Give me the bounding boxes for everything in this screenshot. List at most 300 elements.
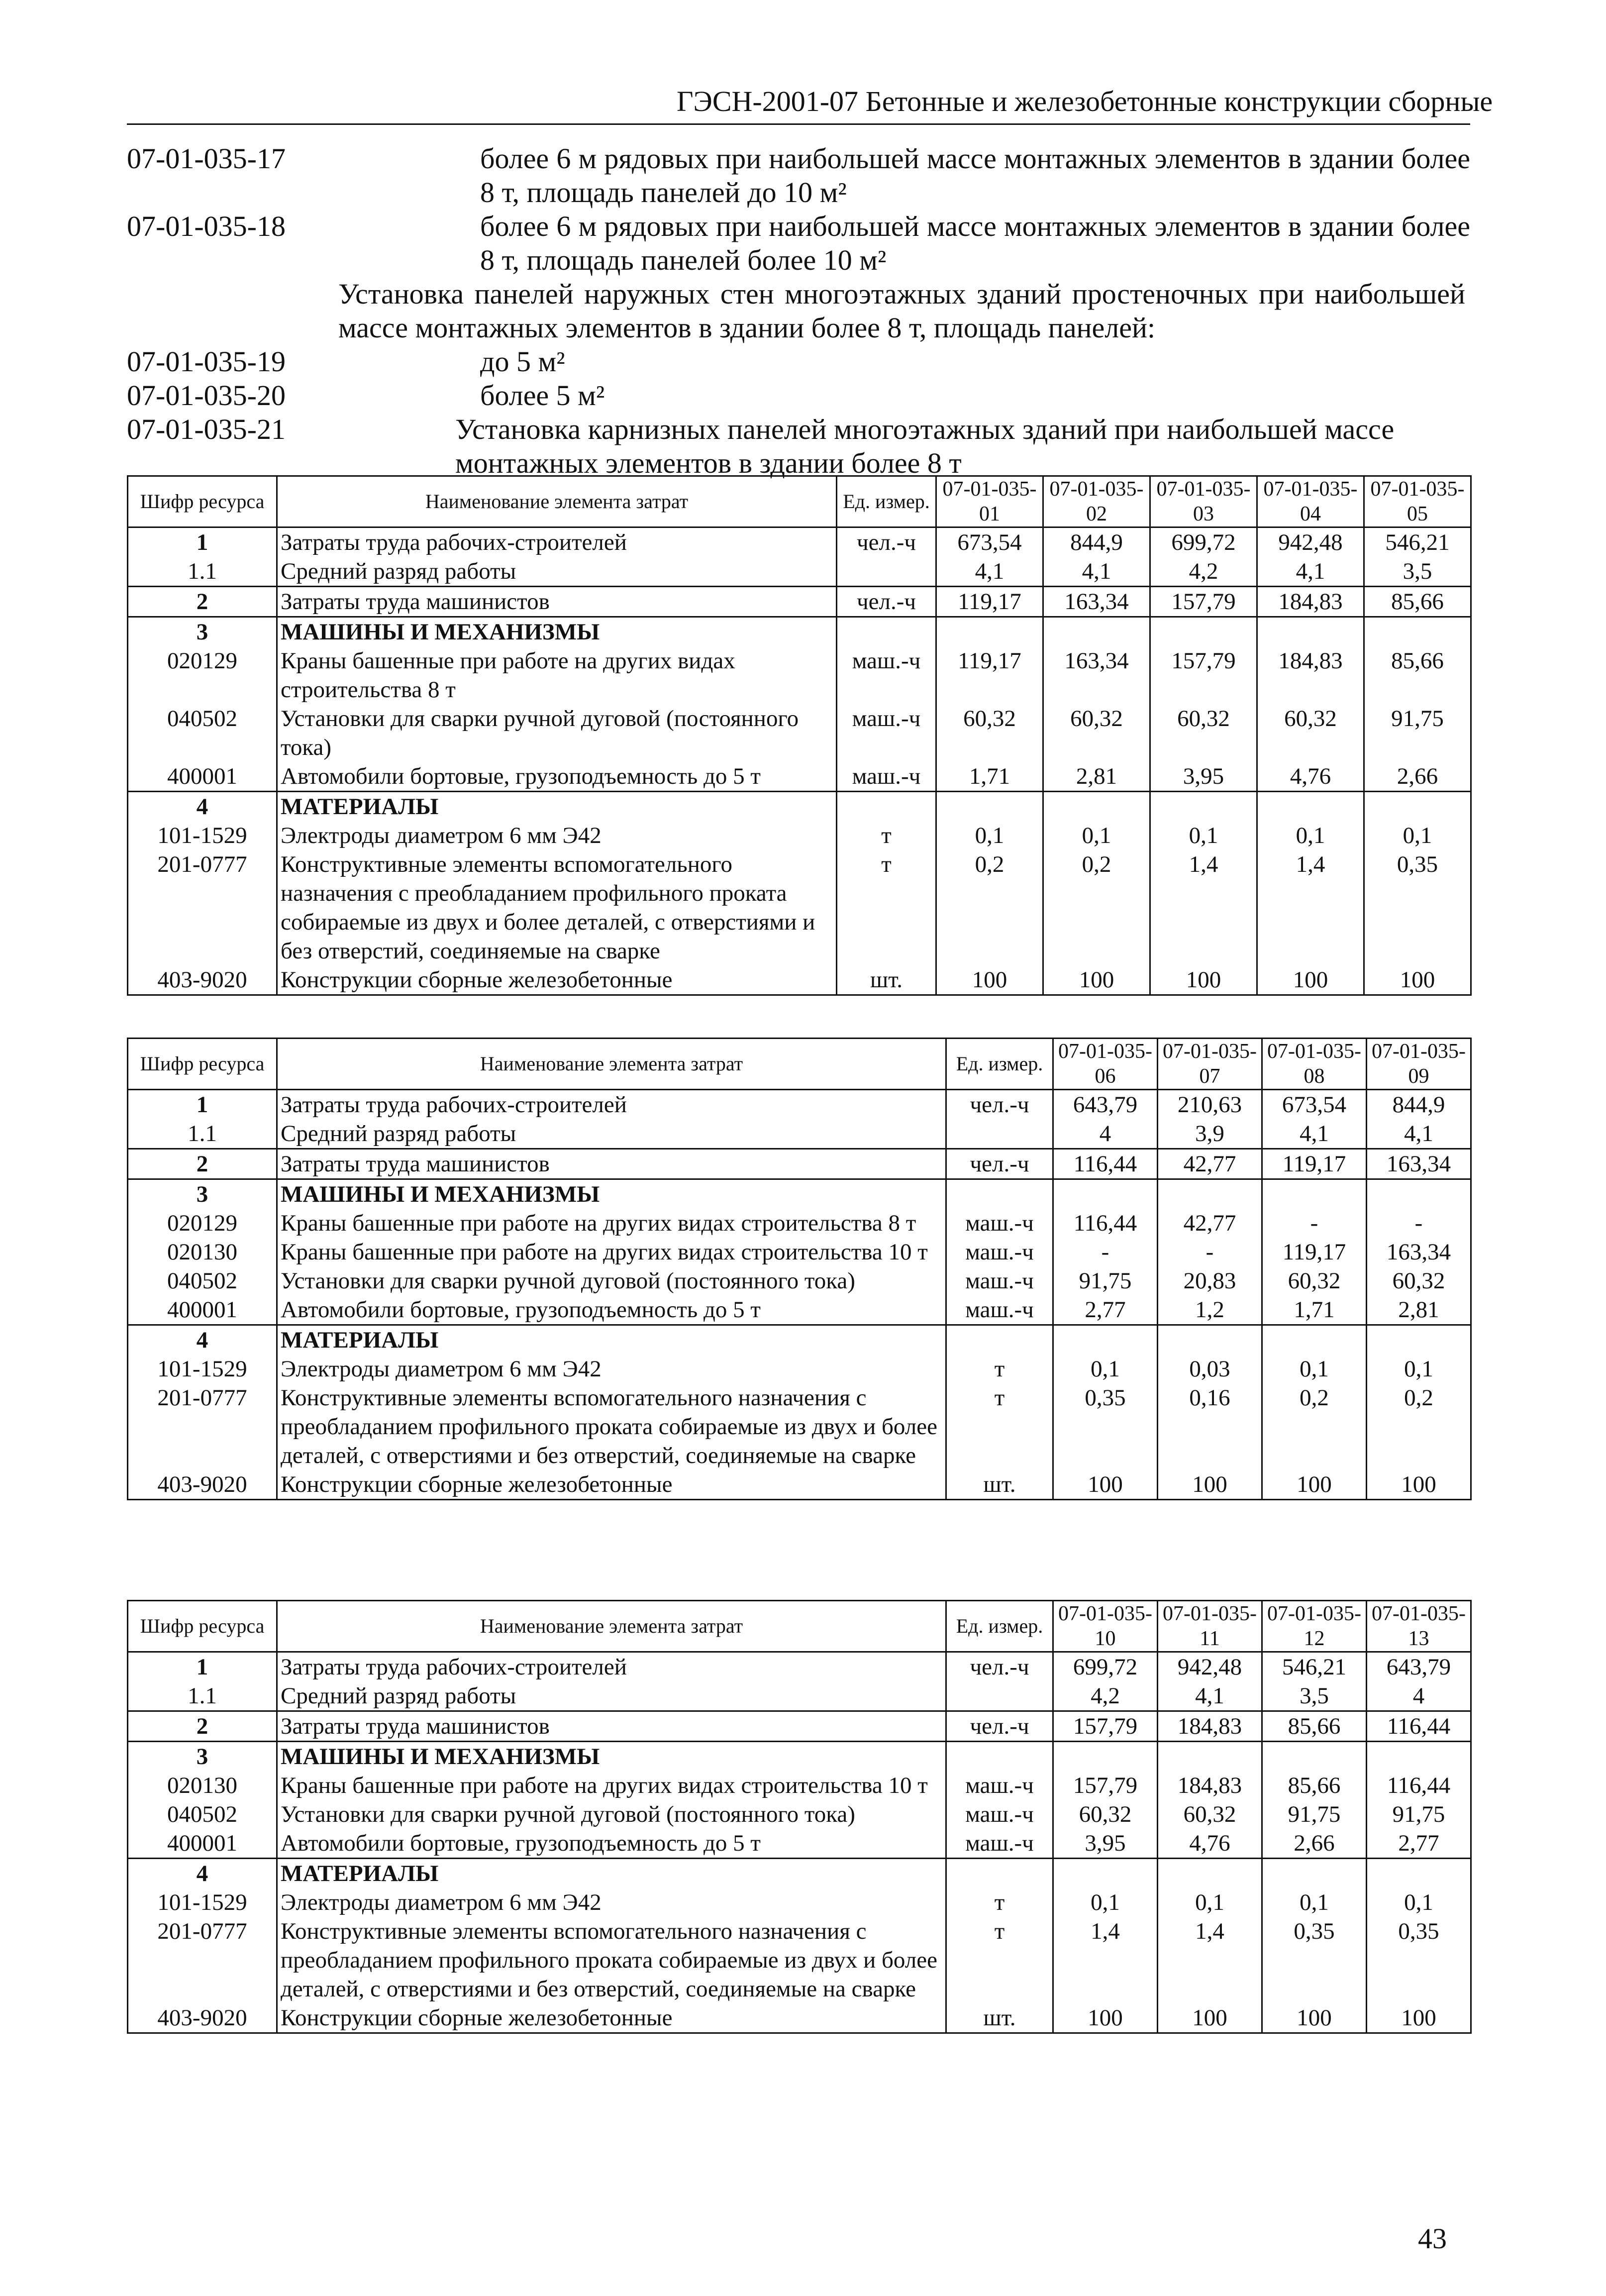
resource-name: Автомобили бортовые, грузоподъемность до 5 т	[277, 1829, 946, 1859]
resource-code: 400001	[128, 762, 277, 792]
norm-value: 184,83	[1257, 587, 1364, 617]
norm-value	[1262, 1179, 1367, 1209]
resource-name: Средний разряд работы	[277, 1681, 946, 1711]
table-row	[128, 1295, 1471, 1325]
resource-name: Затраты труда машинистов	[277, 1711, 946, 1742]
resource-code: 2	[128, 1711, 277, 1742]
norm-value: 119,17	[1262, 1149, 1367, 1179]
resource-name: Средний разряд работы	[277, 557, 837, 587]
header-code: Шифр ресурса	[128, 1601, 277, 1652]
norm-value: 3,95	[1053, 1829, 1158, 1859]
table-row	[128, 527, 1471, 557]
resource-code: 020129	[128, 1209, 277, 1238]
resource-code: 040502	[128, 1266, 277, 1295]
intro-item	[127, 345, 1470, 379]
norm-value: 0,35	[1364, 850, 1471, 965]
table-row	[128, 704, 1471, 762]
table-row	[128, 821, 1471, 850]
resource-code: 1.1	[128, 1681, 277, 1711]
resource-code: 101-1529	[128, 1355, 277, 1383]
resource-unit	[946, 1681, 1053, 1711]
resource-unit: маш.-ч	[946, 1800, 1053, 1829]
norm-value: 20,83	[1158, 1266, 1262, 1295]
intro-item	[127, 413, 1470, 480]
norm-value	[1367, 1325, 1471, 1355]
norm-value: 119,17	[936, 646, 1043, 704]
norm-value: 100	[1043, 965, 1150, 995]
table-row	[128, 646, 1471, 704]
intro-code: 07-01-035-19	[127, 345, 286, 378]
intro-item	[127, 379, 1470, 413]
header-name: Наименование элемента затрат	[277, 476, 837, 527]
table-row	[128, 1859, 1471, 1888]
resource-name: Электроды диаметром 6 мм Э42	[277, 1355, 946, 1383]
resource-name: МАТЕРИАЛЫ	[277, 1325, 946, 1355]
table-row	[128, 1209, 1471, 1238]
resource-unit: чел.-ч	[946, 1149, 1053, 1179]
resource-code: 400001	[128, 1295, 277, 1325]
norm-value: 157,79	[1150, 587, 1257, 617]
norm-value: 844,9	[1367, 1090, 1471, 1120]
resource-unit: маш.-ч	[837, 646, 936, 704]
norm-value: 163,34	[1043, 587, 1150, 617]
norm-value: 0,35	[1262, 1917, 1367, 2003]
norm-value: 4,76	[1158, 1829, 1262, 1859]
norm-value: 3,9	[1158, 1119, 1262, 1149]
resource-code: 1.1	[128, 557, 277, 587]
intro-item	[127, 142, 1470, 209]
norm-value: 0,03	[1158, 1355, 1262, 1383]
norm-value	[1367, 1179, 1471, 1209]
resource-code: 403-9020	[128, 2003, 277, 2033]
norm-value: 210,63	[1158, 1090, 1262, 1120]
resource-name: Краны башенные при работе на других видах строительства 10 т	[277, 1771, 946, 1800]
norm-value: 3,5	[1364, 557, 1471, 587]
norm-value: 942,48	[1257, 527, 1364, 557]
norm-value: 163,34	[1043, 646, 1150, 704]
header-name: Наименование элемента затрат	[277, 1601, 946, 1652]
norm-value: 4	[1367, 1681, 1471, 1711]
page-number: 43	[1418, 2222, 1447, 2255]
norm-value: 1,2	[1158, 1295, 1262, 1325]
norm-value: -	[1262, 1209, 1367, 1238]
resource-unit	[837, 792, 936, 822]
norm-value: 100	[1150, 965, 1257, 995]
resource-code: 1.1	[128, 1119, 277, 1149]
resource-unit: чел.-ч	[837, 587, 936, 617]
table-row	[128, 1470, 1471, 1500]
resource-name: МАШИНЫ И МЕХАНИЗМЫ	[277, 617, 837, 647]
header-norm-code: 07-01-035-11	[1158, 1601, 1262, 1652]
resource-unit	[946, 1859, 1053, 1888]
resource-unit: т	[946, 1383, 1053, 1470]
resource-unit: маш.-ч	[946, 1238, 1053, 1266]
resource-name: Установки для сварки ручной дуговой (постоянного тока)	[277, 1800, 946, 1829]
resource-name: Затраты труда рабочих-строителей	[277, 1090, 946, 1120]
norm-value: 0,16	[1158, 1383, 1262, 1470]
resource-name: Установки для сварки ручной дуговой (постоянного тока)	[277, 1266, 946, 1295]
norm-value: 546,21	[1262, 1652, 1367, 1682]
resource-code: 4	[128, 1325, 277, 1355]
resource-name: Конструктивные элементы вспомогательного назначения с преобладанием профильного проката собираемые из двух и более деталей, с отверстиями и без отверстий, соединяемые на сварке	[277, 1383, 946, 1470]
intro-text: Установка карнизных панелей многоэтажных зданий при наибольшей массе монтажных элементов в здании более 8 т	[455, 413, 1395, 479]
table-row	[128, 1652, 1471, 1682]
resource-name: Электроды диаметром 6 мм Э42	[277, 1888, 946, 1917]
resource-code: 101-1529	[128, 1888, 277, 1917]
resource-unit	[946, 1742, 1053, 1772]
resource-unit: т	[837, 821, 936, 850]
norm-value: 60,32	[1262, 1266, 1367, 1295]
header-norm-code: 07-01-035-09	[1367, 1039, 1471, 1090]
norm-value: 60,32	[1158, 1800, 1262, 1829]
resource-name: МАТЕРИАЛЫ	[277, 1859, 946, 1888]
resource-name: МАТЕРИАЛЫ	[277, 792, 837, 822]
header-unit: Ед. измер.	[946, 1601, 1053, 1652]
norm-value: 643,79	[1053, 1090, 1158, 1120]
resource-code: 1	[128, 1652, 277, 1682]
table-row	[128, 1266, 1471, 1295]
norm-table-3	[127, 1600, 1472, 2034]
norm-value: 546,21	[1364, 527, 1471, 557]
norm-value: 2,66	[1262, 1829, 1367, 1859]
table-row	[128, 762, 1471, 792]
resource-name: Краны башенные при работе на других видах строительства 10 т	[277, 1238, 946, 1266]
table-row	[128, 1149, 1471, 1179]
table-row	[128, 1742, 1471, 1772]
resource-name: Автомобили бортовые, грузоподъемность до 5 т	[277, 1295, 946, 1325]
norm-value: 699,72	[1150, 527, 1257, 557]
norm-value: 184,83	[1158, 1771, 1262, 1800]
norm-value	[1150, 792, 1257, 822]
resource-unit: маш.-ч	[837, 704, 936, 762]
resource-code: 2	[128, 1149, 277, 1179]
resource-unit: шт.	[837, 965, 936, 995]
norm-value: 0,1	[1364, 821, 1471, 850]
table-row	[128, 1771, 1471, 1800]
norm-value: 0,1	[1053, 1355, 1158, 1383]
norm-value: 4,1	[1043, 557, 1150, 587]
norm-value: 100	[1158, 1470, 1262, 1500]
norm-value: 85,66	[1262, 1771, 1367, 1800]
resource-name: Затраты труда рабочих-строителей	[277, 527, 837, 557]
resource-name: Краны башенные при работе на других видах строительства 8 т	[277, 1209, 946, 1238]
norm-value	[1158, 1742, 1262, 1772]
header-norm-code: 07-01-035-06	[1053, 1039, 1158, 1090]
norm-value: 100	[1158, 2003, 1262, 2033]
table-row	[128, 1888, 1471, 1917]
norm-value: 119,17	[936, 587, 1043, 617]
header-norm-code: 07-01-035-10	[1053, 1601, 1158, 1652]
resource-unit	[837, 557, 936, 587]
norm-value: 0,35	[1053, 1383, 1158, 1470]
norm-value: 673,54	[1262, 1090, 1367, 1120]
intro-text: более 6 м рядовых при наибольшей массе монтажных элементов в здании более 8 т, площадь панелей более 10 м²	[480, 210, 1470, 276]
intro-code: 07-01-035-17	[127, 142, 286, 175]
resource-code: 1	[128, 1090, 277, 1120]
norm-value: 163,34	[1367, 1149, 1471, 1179]
table-row	[128, 1090, 1471, 1120]
resource-code: 400001	[128, 1829, 277, 1859]
resource-code: 201-0777	[128, 1917, 277, 2003]
resource-name: Автомобили бортовые, грузоподъемность до 5 т	[277, 762, 837, 792]
resource-name: Затраты труда машинистов	[277, 1149, 946, 1179]
norm-value: 4,1	[936, 557, 1043, 587]
norm-value	[1364, 792, 1471, 822]
resource-code: 040502	[128, 704, 277, 762]
norm-value: 699,72	[1053, 1652, 1158, 1682]
norm-value	[1043, 617, 1150, 647]
resource-unit: маш.-ч	[946, 1771, 1053, 1800]
resource-code: 3	[128, 1742, 277, 1772]
header-norm-code: 07-01-035-13	[1367, 1601, 1471, 1652]
resource-name: Конструктивные элементы вспомогательного назначения с преобладанием профильного проката собираемые из двух и более деталей, с отверстиями и без отверстий, соединяемые на сварке	[277, 1917, 946, 2003]
resource-unit: т	[946, 1355, 1053, 1383]
norm-value: 157,79	[1053, 1771, 1158, 1800]
norm-value	[1367, 1742, 1471, 1772]
resource-name: Краны башенные при работе на других видах строительства 8 т	[277, 646, 837, 704]
norm-value: 844,9	[1043, 527, 1150, 557]
norm-value: 163,34	[1367, 1238, 1471, 1266]
norm-value: 0,1	[1257, 821, 1364, 850]
header-norm-code: 07-01-035-05	[1364, 476, 1471, 527]
header-norm-code: 07-01-035-04	[1257, 476, 1364, 527]
norm-value: 0,2	[1043, 850, 1150, 965]
norm-value: 0,1	[1043, 821, 1150, 850]
norm-value	[1053, 1179, 1158, 1209]
norm-value	[1262, 1859, 1367, 1888]
resource-unit	[946, 1179, 1053, 1209]
norm-value: 4,1	[1158, 1681, 1262, 1711]
resource-name: Конструктивные элементы вспомогательного назначения с преобладанием профильного проката собираемые из двух и более деталей, с отверстиями и без отверстий, соединяемые на сварке	[277, 850, 837, 965]
norm-value: 1,71	[936, 762, 1043, 792]
norm-value: 0,1	[936, 821, 1043, 850]
norm-value: 4	[1053, 1119, 1158, 1149]
resource-code: 4	[128, 792, 277, 822]
resource-unit: чел.-ч	[946, 1652, 1053, 1682]
resource-unit: т	[946, 1917, 1053, 2003]
norm-value: 100	[1262, 1470, 1367, 1500]
norm-value: 4,1	[1257, 557, 1364, 587]
table-row	[128, 2003, 1471, 2033]
norm-value: 184,83	[1158, 1711, 1262, 1742]
norm-value: -	[1367, 1209, 1471, 1238]
resource-unit: шт.	[946, 2003, 1053, 2033]
norm-value: 4,1	[1367, 1119, 1471, 1149]
norm-value: -	[1158, 1238, 1262, 1266]
norm-value: 60,32	[936, 704, 1043, 762]
norm-value: 0,1	[1150, 821, 1257, 850]
norm-value: 100	[1364, 965, 1471, 995]
header-rule	[127, 123, 1470, 125]
norm-value	[1053, 1325, 1158, 1355]
norm-value: 85,66	[1262, 1711, 1367, 1742]
norm-value: 100	[936, 965, 1043, 995]
resource-code: 1	[128, 527, 277, 557]
norm-value: 2,66	[1364, 762, 1471, 792]
intro-code: 07-01-035-21	[127, 413, 286, 445]
norm-value: 184,83	[1257, 646, 1364, 704]
resource-unit: маш.-ч	[946, 1829, 1053, 1859]
table-row	[128, 965, 1471, 995]
norm-value: 643,79	[1367, 1652, 1471, 1682]
norm-value: 2,77	[1053, 1295, 1158, 1325]
norm-value: 85,66	[1364, 587, 1471, 617]
table-row	[128, 557, 1471, 587]
table-row	[128, 1800, 1471, 1829]
norm-value: 85,66	[1364, 646, 1471, 704]
norm-value: 116,44	[1053, 1209, 1158, 1238]
norm-value	[1053, 1859, 1158, 1888]
norm-value: 100	[1262, 2003, 1367, 2033]
norm-value: 942,48	[1158, 1652, 1262, 1682]
resource-name: Затраты труда машинистов	[277, 587, 837, 617]
resource-code: 201-0777	[128, 1383, 277, 1470]
intro-list	[127, 142, 1470, 480]
norm-value: 60,32	[1043, 704, 1150, 762]
norm-value: 91,75	[1262, 1800, 1367, 1829]
norm-value	[936, 792, 1043, 822]
resource-code: 4	[128, 1859, 277, 1888]
resource-code: 020129	[128, 646, 277, 704]
norm-value: 3,95	[1150, 762, 1257, 792]
resource-unit: чел.-ч	[946, 1711, 1053, 1742]
table-row	[128, 792, 1471, 822]
resource-name: Установки для сварки ручной дуговой (постоянного тока)	[277, 704, 837, 762]
norm-value: 0,2	[1262, 1383, 1367, 1470]
norm-value: 157,79	[1150, 646, 1257, 704]
resource-code: 3	[128, 617, 277, 647]
table-row	[128, 1179, 1471, 1209]
intro-text: более 6 м рядовых при наибольшей массе монтажных элементов в здании более 8 т, площадь панелей до 10 м²	[480, 142, 1470, 209]
norm-value: -	[1053, 1238, 1158, 1266]
resource-unit: чел.-ч	[837, 527, 936, 557]
norm-value: 91,75	[1367, 1800, 1471, 1829]
norm-value: 116,44	[1367, 1711, 1471, 1742]
resource-name: Конструкции сборные железобетонные	[277, 965, 837, 995]
norm-value: 1,4	[1158, 1917, 1262, 2003]
norm-value: 2,77	[1367, 1829, 1471, 1859]
intro-code: 07-01-035-20	[127, 379, 286, 412]
norm-value: 42,77	[1158, 1209, 1262, 1238]
norm-value: 116,44	[1367, 1771, 1471, 1800]
resource-unit: маш.-ч	[946, 1295, 1053, 1325]
resource-code: 201-0777	[128, 850, 277, 965]
table-row	[128, 1355, 1471, 1383]
resource-unit	[837, 617, 936, 647]
resource-unit: маш.-ч	[946, 1266, 1053, 1295]
resource-name: МАШИНЫ И МЕХАНИЗМЫ	[277, 1742, 946, 1772]
norm-value: 0,1	[1053, 1888, 1158, 1917]
table-row	[128, 1119, 1471, 1149]
resource-unit: т	[837, 850, 936, 965]
table-row	[128, 1325, 1471, 1355]
norm-value: 673,54	[936, 527, 1043, 557]
norm-value	[936, 617, 1043, 647]
norm-value: 157,79	[1053, 1711, 1158, 1742]
table-row	[128, 1238, 1471, 1266]
resource-name: Электроды диаметром 6 мм Э42	[277, 821, 837, 850]
resource-code: 403-9020	[128, 1470, 277, 1500]
norm-value	[1158, 1325, 1262, 1355]
norm-value: 4,76	[1257, 762, 1364, 792]
norm-value: 4,2	[1150, 557, 1257, 587]
norm-value: 100	[1053, 2003, 1158, 2033]
intro-item	[127, 209, 1470, 277]
table-row	[128, 1681, 1471, 1711]
norm-value: 116,44	[1053, 1149, 1158, 1179]
table-row	[128, 587, 1471, 617]
norm-value: 100	[1257, 965, 1364, 995]
intro-code: 07-01-035-18	[127, 210, 286, 242]
norm-value: 0,1	[1367, 1888, 1471, 1917]
norm-value	[1158, 1859, 1262, 1888]
norm-value	[1262, 1742, 1367, 1772]
table-row	[128, 1829, 1471, 1859]
resource-code: 020130	[128, 1771, 277, 1800]
table-row	[128, 1917, 1471, 2003]
intro-group-text: Установка панелей наружных стен многоэтажных зданий простеночных при наибольшей массе монтажных элементов в здании более 8 т, площадь панелей:	[338, 278, 1465, 344]
header-norm-code: 07-01-035-02	[1043, 476, 1150, 527]
norm-value: 1,4	[1257, 850, 1364, 965]
norm-value: 42,77	[1158, 1149, 1262, 1179]
resource-code: 040502	[128, 1800, 277, 1829]
resource-name: МАШИНЫ И МЕХАНИЗМЫ	[277, 1179, 946, 1209]
header-name: Наименование элемента затрат	[277, 1039, 946, 1090]
norm-value: 0,1	[1367, 1355, 1471, 1383]
norm-value: 1,4	[1053, 1917, 1158, 2003]
header-unit: Ед. измер.	[837, 476, 936, 527]
norm-value	[1364, 617, 1471, 647]
resource-unit	[946, 1325, 1053, 1355]
norm-value: 0,2	[1367, 1383, 1471, 1470]
table-row	[128, 1711, 1471, 1742]
resource-code: 3	[128, 1179, 277, 1209]
norm-value: 3,5	[1262, 1681, 1367, 1711]
header-norm-code: 07-01-035-12	[1262, 1601, 1367, 1652]
table-row	[128, 850, 1471, 965]
header-unit: Ед. измер.	[946, 1039, 1053, 1090]
norm-value: 60,32	[1053, 1800, 1158, 1829]
header-code: Шифр ресурса	[128, 476, 277, 527]
norm-value	[1257, 792, 1364, 822]
norm-value: 0,1	[1262, 1355, 1367, 1383]
resource-code: 403-9020	[128, 965, 277, 995]
resource-name: Средний разряд работы	[277, 1119, 946, 1149]
norm-value: 100	[1367, 1470, 1471, 1500]
running-header: ГЭСН-2001-07 Бетонные и железобетонные конструкции сборные	[677, 85, 1493, 117]
norm-value: 2,81	[1367, 1295, 1471, 1325]
resource-name: Конструкции сборные железобетонные	[277, 2003, 946, 2033]
norm-value: 2,81	[1043, 762, 1150, 792]
header-norm-code: 07-01-035-07	[1158, 1039, 1262, 1090]
norm-value	[1053, 1742, 1158, 1772]
norm-value: 60,32	[1150, 704, 1257, 762]
norm-value: 1,71	[1262, 1295, 1367, 1325]
resource-unit: маш.-ч	[837, 762, 936, 792]
norm-value: 4,2	[1053, 1681, 1158, 1711]
header-norm-code: 07-01-035-03	[1150, 476, 1257, 527]
intro-text: более 5 м²	[480, 379, 605, 412]
norm-value	[1367, 1859, 1471, 1888]
norm-value: 1,4	[1150, 850, 1257, 965]
norm-value: 91,75	[1053, 1266, 1158, 1295]
resource-code: 101-1529	[128, 821, 277, 850]
header-code: Шифр ресурса	[128, 1039, 277, 1090]
norm-value: 91,75	[1364, 704, 1471, 762]
intro-text: до 5 м²	[480, 345, 565, 378]
norm-table-2	[127, 1038, 1472, 1500]
norm-value: 119,17	[1262, 1238, 1367, 1266]
